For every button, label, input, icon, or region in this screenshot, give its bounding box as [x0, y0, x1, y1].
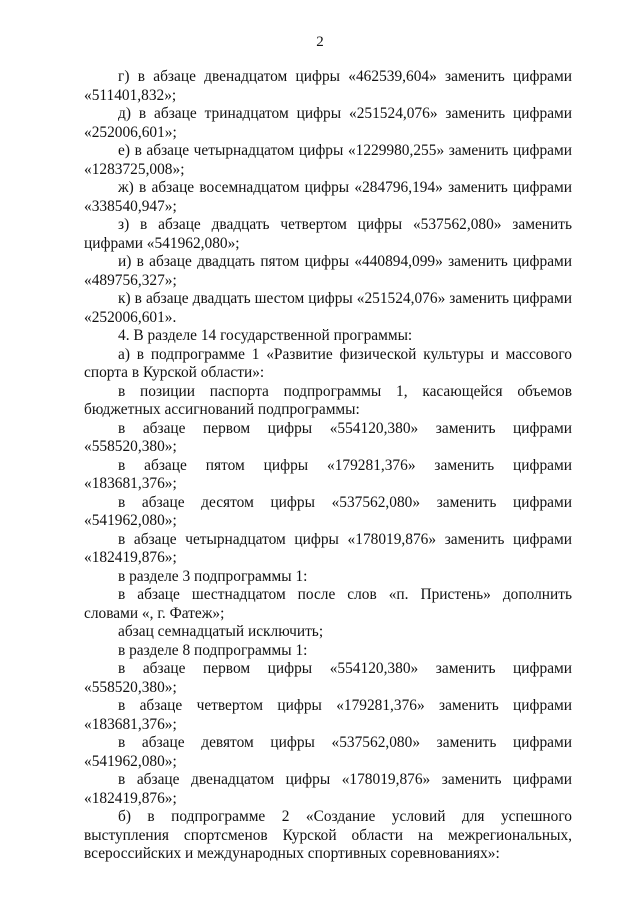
paragraph-amend-i: и) в абзаце двадцать пятом цифры «440894,099» заменить цифрами «489756,327»;	[84, 253, 572, 289]
document-body	[84, 68, 572, 864]
paragraph-passport-tenth: в абзаце десятом цифры «537562,080» заменить цифрами «541962,080»;	[84, 493, 572, 529]
paragraph-section-8: в разделе 8 подпрограммы 1:	[118, 641, 308, 659]
paragraph-section-3-sixteenth: в абзаце шестнадцатом после слов «п. Пристень» дополнить словами «, г. Фатеж»;	[84, 586, 572, 622]
paragraph-section-3-seventeenth: абзац семнадцатый исключить;	[118, 623, 324, 640]
paragraph-passport-first: в абзаце первом цифры «554120,380» заменить цифрами «558520,380»;	[84, 419, 572, 455]
paragraph-amend-k: к) в абзаце двадцать шестом цифры «251524,076» заменить цифрами «252006,601».	[84, 290, 572, 326]
paragraph-section-4: 4. В разделе 14 государственной программы:	[118, 327, 413, 344]
paragraph-section-8-ninth: в абзаце девятом цифры «537562,080» заменить цифрами «541962,080»;	[84, 734, 572, 770]
paragraph-amend-z: з) в абзаце двадцать четвертом цифры «537562,080» заменить цифрами «541962,080»;	[84, 216, 572, 252]
paragraph-subprogram-1: а) в подпрограмме 1 «Развитие физической культуры и массового спорта в Курской области»:	[84, 345, 572, 381]
paragraph-amend-g: г) в абзаце двенадцатом цифры «462539,604» заменить цифрами «511401,832»;	[84, 68, 572, 104]
paragraph-subprogram-2: б) в подпрограмме 2 «Создание условий для успешного выступления спортсменов Курской области на межрегиональных, всероссийских и международных спортивных соревнованиях»:	[84, 808, 572, 862]
paragraph-section-8-first: в абзаце первом цифры «554120,380» заменить цифрами «558520,380»;	[84, 660, 572, 696]
paragraph-passport-fifth: в абзаце пятом цифры «179281,376» заменить цифрами «183681,376»;	[84, 456, 572, 492]
paragraph-section-8-fourth: в абзаце четвертом цифры «179281,376» заменить цифрами «183681,376»;	[84, 697, 572, 733]
page-number: 2	[316, 34, 324, 50]
paragraph-amend-e: е) в абзаце четырнадцатом цифры «1229980,255» заменить цифрами «1283725,008»;	[84, 142, 572, 178]
paragraph-amend-zh: ж) в абзаце восемнадцатом цифры «284796,194» заменить цифрами «338540,947»;	[84, 179, 572, 215]
paragraph-passport-fourteenth: в абзаце четырнадцатом цифры «178019,876» заменить цифрами «182419,876»;	[84, 530, 572, 566]
paragraph-passport-position: в позиции паспорта подпрограммы 1, касающейся объемов бюджетных ассигнований подпрограммы:	[84, 382, 572, 418]
paragraph-section-3: в разделе 3 подпрограммы 1:	[118, 567, 308, 585]
paragraph-amend-d: д) в абзаце тринадцатом цифры «251524,076» заменить цифрами «252006,601»;	[84, 105, 572, 141]
paragraph-section-8-twelfth: в абзаце двенадцатом цифры «178019,876» заменить цифрами «182419,876»;	[84, 771, 572, 807]
